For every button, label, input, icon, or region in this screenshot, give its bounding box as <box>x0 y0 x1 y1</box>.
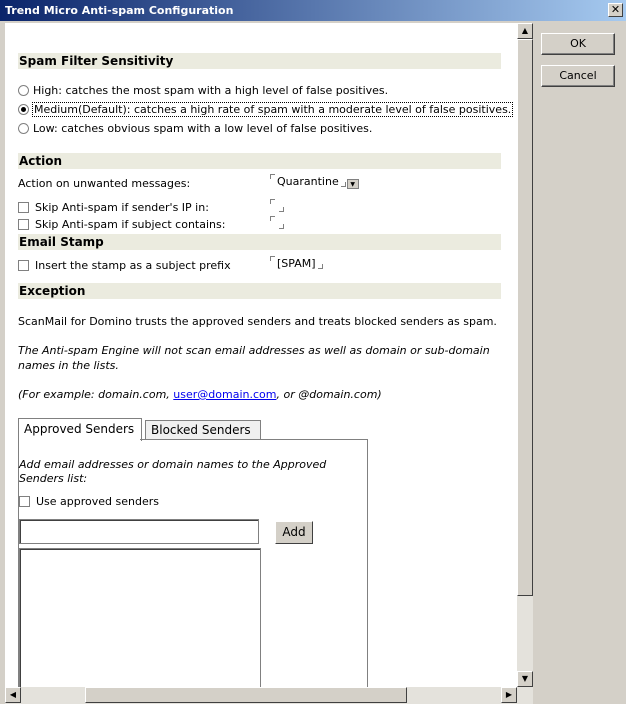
action-unwanted-label: Action on unwanted messages: <box>18 177 191 190</box>
stamp-prefix-checkbox[interactable] <box>18 260 29 271</box>
scroll-up-icon[interactable]: ▲ <box>517 23 533 39</box>
action-unwanted-select[interactable] <box>270 174 359 189</box>
chevron-down-icon[interactable]: ▼ <box>347 179 359 189</box>
approved-sender-input[interactable] <box>19 519 259 544</box>
radio-medium[interactable] <box>18 104 29 115</box>
window-title: Trend Micro Anti-spam Configuration <box>5 4 234 17</box>
sensitivity-low-option[interactable] <box>18 122 372 135</box>
use-approved-label: Use approved senders <box>36 495 159 508</box>
example-link[interactable]: user@domain.com <box>173 388 277 401</box>
section-header-exception: Exception <box>18 283 501 299</box>
title-bar <box>0 0 626 21</box>
add-button[interactable]: Add <box>275 521 313 544</box>
sensitivity-low-label: Low: catches obvious spam with a low level of false positives. <box>33 122 373 135</box>
section-header-action: Action <box>18 153 501 169</box>
stamp-prefix-option[interactable] <box>18 259 231 272</box>
skip-subject-field[interactable] <box>270 216 284 230</box>
ok-button[interactable]: OK <box>541 33 615 55</box>
tab-blocked-senders[interactable]: Blocked Senders <box>145 420 261 440</box>
vertical-scroll-thumb[interactable] <box>517 39 533 596</box>
sensitivity-medium-label: Medium(Default): catches a high rate of spam with a moderate level of false positives. <box>34 103 512 116</box>
exception-note: The Anti-spam Engine will not scan email addresses as well as domain or sub-domain names in the lists. <box>18 344 490 372</box>
scroll-down-icon[interactable]: ▼ <box>517 671 533 687</box>
approved-senders-list[interactable] <box>19 548 261 687</box>
sensitivity-high-label: High: catches the most spam with a high level of false positives. <box>33 84 389 97</box>
exception-example <box>18 387 498 402</box>
exception-intro: ScanMail for Domino trusts the approved senders and treats blocked senders as spam. <box>18 315 497 328</box>
skip-ip-checkbox[interactable] <box>18 202 29 213</box>
scroll-right-icon[interactable]: ▶ <box>501 687 517 703</box>
approved-instructions: Add email addresses or domain names to the Approved Senders list: <box>19 458 327 485</box>
sensitivity-high-option[interactable] <box>18 84 388 97</box>
action-unwanted-value: Quarantine <box>277 175 339 188</box>
tab-approved-senders[interactable]: Approved Senders <box>18 418 142 441</box>
skip-ip-option[interactable] <box>18 201 209 214</box>
vertical-scrollbar[interactable] <box>517 23 533 687</box>
stamp-prefix-value: [SPAM] <box>277 257 316 270</box>
scroll-left-icon[interactable]: ◀ <box>5 687 21 703</box>
close-button[interactable]: ✕ <box>608 3 623 17</box>
example-suffix: , or @domain.com) <box>276 388 382 401</box>
section-header-stamp: Email Stamp <box>18 234 501 250</box>
sensitivity-medium-option[interactable] <box>18 103 512 116</box>
skip-ip-field[interactable] <box>270 199 284 213</box>
radio-high[interactable] <box>18 85 29 96</box>
skip-subject-option[interactable] <box>18 218 225 231</box>
cancel-button[interactable]: Cancel <box>541 65 615 87</box>
horizontal-scroll-thumb[interactable] <box>85 687 407 703</box>
skip-subject-label: Skip Anti-spam if subject contains: <box>35 218 226 231</box>
use-approved-checkbox[interactable] <box>19 496 30 507</box>
example-prefix: (For example: domain.com, <box>18 388 174 401</box>
horizontal-scrollbar[interactable] <box>5 687 533 704</box>
skip-subject-checkbox[interactable] <box>18 219 29 230</box>
content-pane <box>5 23 517 687</box>
radio-low[interactable] <box>18 123 29 134</box>
skip-ip-label: Skip Anti-spam if sender's IP in: <box>35 201 209 214</box>
stamp-prefix-label: Insert the stamp as a subject prefix <box>35 259 231 272</box>
section-header-sensitivity: Spam Filter Sensitivity <box>18 53 501 69</box>
use-approved-option[interactable] <box>19 495 159 508</box>
stamp-prefix-field[interactable] <box>270 256 323 270</box>
